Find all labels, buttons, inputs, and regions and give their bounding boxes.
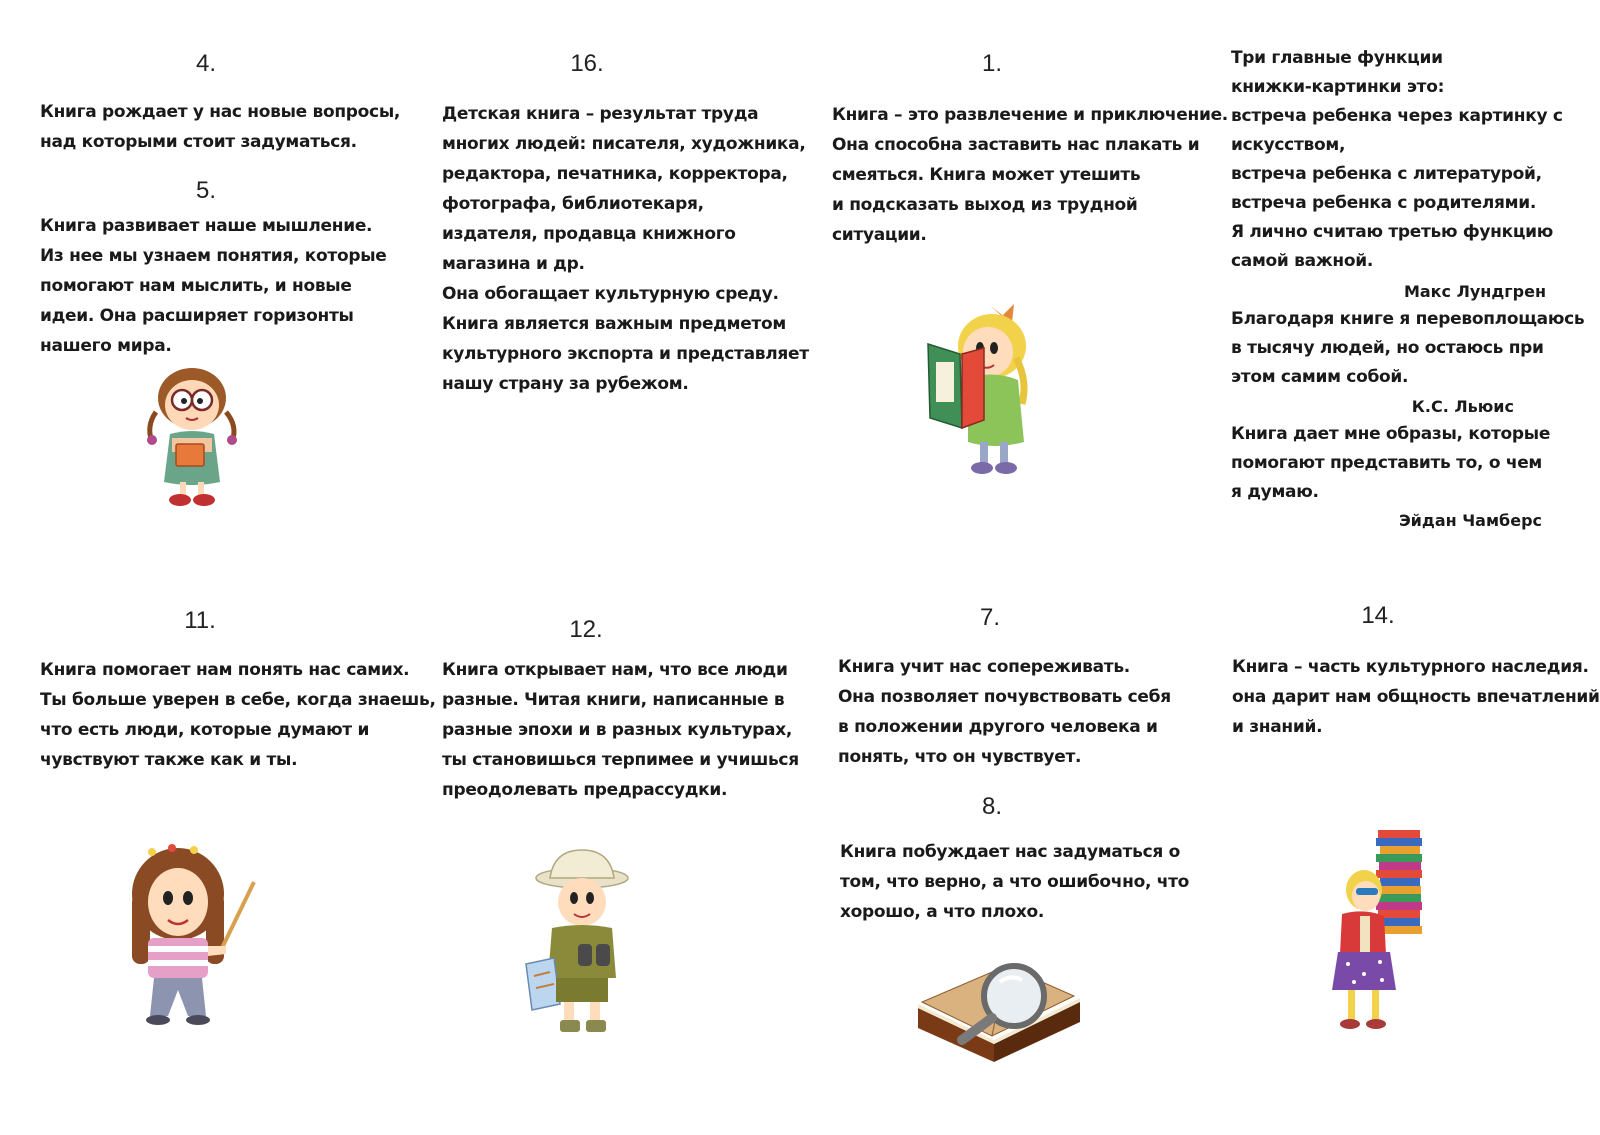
card-text-1 [832, 100, 1228, 250]
text-line: Книга учит нас сопереживать. [838, 657, 1130, 677]
text-line: Книга – это развлечение и приключение. [832, 105, 1228, 125]
text-line: Книга является важным предметом [442, 314, 786, 334]
card-text-4 [40, 97, 400, 157]
text-line: Детская книга – результат труда [442, 104, 759, 124]
card-text-5 [40, 211, 387, 361]
text-line: самой важной. [1231, 251, 1373, 271]
text-line: Она позволяет почувствовать себя [838, 687, 1171, 707]
card-text-12 [442, 655, 799, 805]
text-line: Книга развивает наше мышление. [40, 216, 373, 236]
text-line: и подсказать выход из трудной [832, 195, 1138, 215]
text-line: издателя, продавца книжного [442, 224, 736, 244]
text-line: Книга побуждает нас задуматься о [840, 842, 1180, 862]
text-line: преодолевать предрассудки. [442, 780, 728, 800]
text-line: Она способна заставить нас плакать и [832, 135, 1200, 155]
quote-author-chambers: Эйдан Чамберс [1398, 511, 1542, 530]
text-line: Ты больше уверен в себе, когда знаешь, [40, 690, 436, 710]
text-line: Она обогащает культурную среду. [442, 284, 779, 304]
text-line: встреча ребенка с родителями. [1231, 193, 1537, 213]
card-number-11: 11. [184, 607, 216, 634]
girl-carrying-books-illustration [1324, 828, 1434, 1033]
card-number-5: 5. [195, 177, 216, 204]
text-line: культурного экспорта и представляет [442, 344, 809, 364]
text-line: над которыми стоит задуматься. [40, 132, 357, 152]
text-line: смеяться. Книга может утешить [832, 165, 1141, 185]
card-number-16: 16. [570, 50, 604, 77]
card-number-12: 12. [569, 616, 603, 643]
card-number-8: 8. [981, 793, 1002, 820]
text-line: Книга открывает нам, что все люди [442, 660, 788, 680]
text-line: Три главные функции [1231, 48, 1443, 68]
card-text-14 [1232, 652, 1600, 742]
card-number-1: 1. [981, 50, 1002, 77]
magnifying-glass-illustration [914, 958, 1084, 1063]
text-line: в положении другого человека и [838, 717, 1158, 737]
text-line: Книга помогает нам понять нас самих. [40, 660, 410, 680]
card-number-14: 14. [1361, 602, 1395, 629]
text-line: редактора, печатника, корректора, [442, 164, 788, 184]
quote-author-lundgren: Макс Лундгрен [1403, 282, 1546, 301]
card-text-7 [838, 652, 1171, 772]
text-line: Благодаря книге я перевоплощаюсь [1231, 309, 1585, 329]
girl-reading-book-illustration [922, 300, 1042, 480]
text-line: помогают нам мыслить, и новые [40, 276, 352, 296]
text-line: Книга дает мне образы, которые [1231, 424, 1551, 444]
text-line: хорошо, а что плохо. [840, 902, 1045, 922]
text-line: разные. Читая книги, написанные в [442, 690, 785, 710]
text-line: и знаний. [1232, 717, 1323, 737]
text-line: она дарит нам общность впечатлений [1232, 687, 1600, 707]
text-line: помогают представить то, о чем [1231, 453, 1543, 473]
text-line: я думаю. [1231, 482, 1319, 502]
text-line: встреча ребенка с литературой, [1231, 164, 1542, 184]
text-line: разные эпохи и в разных культурах, [442, 720, 793, 740]
text-line: нашего мира. [40, 336, 172, 356]
text-line: этом самим собой. [1231, 367, 1409, 387]
quote-second [1231, 305, 1584, 392]
card-text-11 [40, 655, 436, 775]
card-text-16 [442, 99, 809, 399]
text-line: том, что верно, а что ошибочно, что [840, 872, 1190, 892]
text-line: нашу страну за рубежом. [442, 374, 689, 394]
text-line: чувствуют также как и ты. [40, 750, 298, 770]
text-line: идеи. Она расширяет горизонты [40, 306, 354, 326]
quote-intro [1231, 44, 1563, 276]
text-line: в тысячу людей, но остаюсь при [1231, 338, 1544, 358]
girl-with-glasses-illustration [142, 360, 242, 510]
card-text-8 [840, 837, 1189, 927]
card-number-7: 7. [979, 604, 1000, 631]
text-line: ситуации. [832, 225, 927, 245]
text-line: понять, что он чувствует. [838, 747, 1082, 767]
text-line: встреча ребенка через картинку с [1231, 106, 1563, 126]
quote-third [1231, 420, 1550, 507]
card-number-4: 4. [195, 50, 216, 77]
text-line: Книга – часть культурного наследия. [1232, 657, 1589, 677]
text-line: искусством, [1231, 135, 1346, 155]
girl-with-pointer-illustration [122, 838, 262, 1028]
text-line: магазина и др. [442, 254, 585, 274]
explorer-boy-illustration [520, 848, 640, 1038]
text-line: Книга рождает у нас новые вопросы, [40, 102, 401, 122]
text-line: что есть люди, которые думают и [40, 720, 370, 740]
text-line: фотографа, библиотекаря, [442, 194, 704, 214]
text-line: ты становишься терпимее и учишься [442, 750, 799, 770]
quote-author-lewis: К.С. Льюис [1411, 397, 1514, 416]
text-line: книжки-картинки это: [1231, 77, 1445, 97]
text-line: Я лично считаю третью функцию [1231, 222, 1553, 242]
text-line: Из нее мы узнаем понятия, которые [40, 246, 387, 266]
text-line: многих людей: писателя, художника, [442, 134, 806, 154]
